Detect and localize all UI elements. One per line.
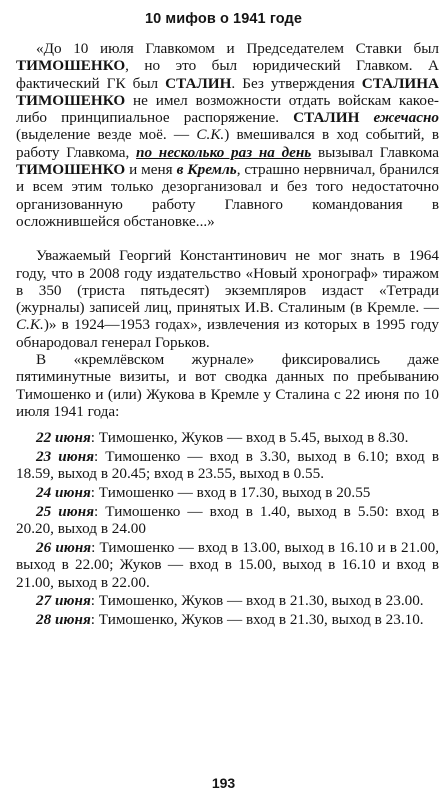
visit-date: 28 июня	[36, 611, 91, 629]
quote-text: (выделение везде моё. —	[16, 126, 197, 144]
quote-text: , но это был юридический Главком. А фактический ГК был	[16, 57, 439, 92]
visit-entry	[16, 429, 439, 446]
running-header: 10 мифов о 1941 годе	[144, 11, 303, 27]
visit-text: : Тимошенко — вход в 13.00, выход в 16.10 и в 21.00, выход в 22.00; Жуков — вход в 15.00, выход в 16.10 и вход в 21.00, выход в 22.00.	[16, 539, 439, 591]
quote-text: . Без утверждения	[231, 74, 362, 92]
quote-text: , страшно нервничал, бранился и всем этим только дезорганизовал и без того недостаточно организованную работу Главного командования в осложнившейся обстановке...»	[16, 161, 440, 230]
paragraph-text: )» в 1924—1953 годах», извлечения из которых в 1995 году обнародовал генерал Горьков.	[16, 316, 439, 351]
visit-text: : Тимошенко, Жуков — вход в 21.30, выход в 23.10.	[90, 611, 424, 629]
visit-text: : Тимошенко — вход в 1.40, выход в 5.50: вход в 20.20, выход в 24.00	[16, 502, 439, 538]
visit-text: : Тимошенко — вход в 3.30, выход в 6.10; вход в 18.59, выход в 20.45; вход в 23.55, выход в 0.55.	[16, 448, 439, 483]
author-initials: С.К.	[16, 316, 44, 334]
visit-date: 24 июня	[36, 484, 91, 502]
quote-text: ) вмешивался в ход событий, в работу Главкома,	[16, 126, 439, 161]
quote-text: и меня	[125, 161, 177, 179]
zhukov-quote	[16, 40, 439, 230]
visit-entry	[16, 592, 439, 609]
visit-entry	[16, 503, 439, 538]
quote-emphasis: ежечасно	[373, 109, 440, 127]
quote-name: СТАЛИН	[165, 74, 232, 92]
quote-text	[359, 109, 373, 126]
page-body	[16, 40, 439, 630]
paragraph-summary: В «кремлёвском журнале» фиксировались даже пятиминутные визиты, и вот сводка данных по пребыванию Тимошенко и (или) Жукова в Кремле у Сталина с 22 июня по 10 июля 1941 года:	[16, 351, 439, 420]
visit-log	[16, 429, 439, 628]
visit-entry	[16, 484, 439, 501]
quote-emphasis: по несколько раз на день	[136, 143, 312, 161]
quote-emphasis: в Кремль	[176, 161, 237, 179]
paragraph-journal	[16, 247, 439, 351]
visit-entry	[16, 448, 439, 483]
quote-name: СТАЛИНА ТИМОШЕНКО	[16, 74, 439, 109]
visit-text: : Тимошенко, Жуков — вход в 21.30, выход в 23.00.	[90, 592, 424, 610]
visit-text: : Тимошенко, Жуков — вход в 5.45, выход в 8.30.	[90, 429, 409, 447]
author-initials: С.К.	[196, 126, 225, 144]
quote-name: ТИМОШЕНКО	[16, 161, 126, 179]
paragraph-text: Уважаемый Георгий Константинович не мог знать в 1964 году, что в 2008 году издательство «Новый хронограф» тиражом в 350 (триста пятьдесят) экземпляров издаст «Тетради (журналы) записей лиц, принятых И.В. Сталиным (в Кремле. —	[16, 247, 439, 317]
quote-text: «До 10 июля Главкомом и Председателем Ставки был	[36, 40, 439, 57]
quote-name: СТАЛИН	[293, 109, 360, 127]
page-number: 193	[211, 775, 236, 791]
visit-text: : Тимошенко — вход в 17.30, выход в 20.55	[90, 484, 371, 502]
visit-date: 26 июня	[36, 539, 92, 557]
visit-date: 22 июня	[36, 429, 91, 447]
quote-text: не имел возможности отдать войскам какое-либо принципиальное распоряжение.	[16, 91, 439, 127]
visit-entry	[16, 539, 439, 591]
visit-date: 25 июня	[36, 502, 95, 520]
quote-text: вызывал Главкома	[311, 143, 440, 161]
quote-name: ТИМОШЕНКО	[16, 57, 126, 75]
visit-date: 23 июня	[36, 448, 95, 466]
visit-date: 27 июня	[36, 592, 91, 610]
visit-entry	[16, 611, 439, 628]
